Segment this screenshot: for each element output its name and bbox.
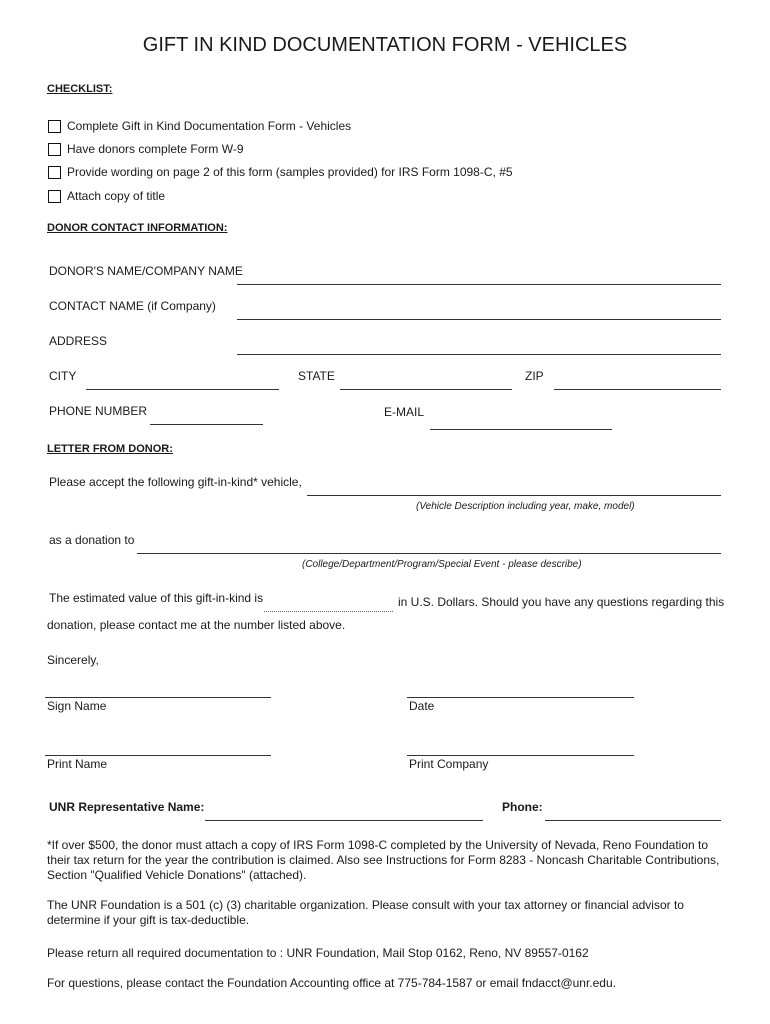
email-field[interactable] xyxy=(430,429,612,430)
vehicle-description-field[interactable] xyxy=(307,495,721,496)
checklist-checkbox-2[interactable] xyxy=(48,143,61,156)
rep-name-field[interactable] xyxy=(205,820,483,821)
donation-contact-text: donation, please contact me at the number listed above. xyxy=(47,618,346,632)
sign-name-field[interactable] xyxy=(45,697,271,698)
address-field[interactable] xyxy=(237,354,721,355)
checklist-checkbox-3[interactable] xyxy=(48,166,61,179)
donation-to-text: as a donation to xyxy=(49,533,135,547)
sign-name-label: Sign Name xyxy=(47,699,107,713)
phone-field[interactable] xyxy=(150,424,263,425)
phone-label: PHONE NUMBER xyxy=(49,404,148,418)
form-title: GIFT IN KIND DOCUMENTATION FORM - VEHICLES xyxy=(142,34,628,56)
print-company-field[interactable] xyxy=(407,755,634,756)
email-label: E-MAIL xyxy=(384,405,425,419)
dollars-text: in U.S. Dollars. Should you have any questions regarding this xyxy=(398,595,725,609)
footnote-text: *If over $500, the donor must attach a copy of IRS Form 1098-C completed by the University of Nevada, Reno Foundation to their tax return for the year the contribution is claimed. Also see Instructions for Form 8283 - Noncash Charitable Contributions, Section "Qualified Vehicle Donations" (attached). xyxy=(47,838,720,882)
checklist-heading: CHECKLIST: xyxy=(47,83,113,95)
letter-heading: LETTER FROM DONOR: xyxy=(47,443,173,455)
address-label: ADDRESS xyxy=(49,334,108,348)
state-field[interactable] xyxy=(340,389,512,390)
value-field[interactable] xyxy=(264,611,393,612)
checklist-checkbox-1[interactable] xyxy=(48,120,61,133)
contact-name-label: CONTACT NAME (if Company) xyxy=(49,299,216,313)
rep-name-label: UNR Representative Name: xyxy=(49,800,205,814)
zip-label: ZIP xyxy=(525,369,544,383)
checklist-checkbox-4[interactable] xyxy=(48,190,61,203)
print-name-field[interactable] xyxy=(45,755,271,756)
checklist-item-4: Attach copy of title xyxy=(67,189,166,203)
donor-heading: DONOR CONTACT INFORMATION: xyxy=(47,222,228,234)
donor-name-label: DONOR'S NAME/COMPANY NAME xyxy=(49,264,243,278)
contact-name-field[interactable] xyxy=(237,319,721,320)
accept-text: Please accept the following gift-in-kind* vehicle, xyxy=(49,475,302,489)
city-field[interactable] xyxy=(86,389,279,390)
zip-field[interactable] xyxy=(554,389,721,390)
checklist-item-2: Have donors complete Form W-9 xyxy=(67,142,244,156)
program-field[interactable] xyxy=(137,553,721,554)
date-field[interactable] xyxy=(407,697,634,698)
vehicle-hint: (Vehicle Description including year, make, model) xyxy=(416,501,635,512)
program-hint: (College/Department/Program/Special Event - please describe) xyxy=(302,559,582,570)
sincerely-text: Sincerely, xyxy=(47,653,99,667)
city-label: CITY xyxy=(49,369,77,383)
value-text: The estimated value of this gift-in-kind is xyxy=(49,591,264,605)
charitable-text: The UNR Foundation is a 501 (c) (3) charitable organization. Please consult with your tax attorney or financial advisor to determine if your gift is tax-deductible. xyxy=(47,898,684,927)
donor-name-field[interactable] xyxy=(237,284,721,285)
rep-phone-field[interactable] xyxy=(545,820,721,821)
checklist-item-3: Provide wording on page 2 of this form (samples provided) for IRS Form 1098-C, #5 xyxy=(67,165,513,179)
rep-phone-label: Phone: xyxy=(502,800,543,814)
state-label: STATE xyxy=(298,369,335,383)
print-company-label: Print Company xyxy=(409,757,489,771)
date-label: Date xyxy=(409,699,435,713)
print-name-label: Print Name xyxy=(47,757,108,771)
questions-text: For questions, please contact the Foundation Accounting office at 775-784-1587 or email fndacct@unr.edu. xyxy=(47,976,616,990)
checklist-item-1: Complete Gift in Kind Documentation Form - Vehicles xyxy=(67,119,352,133)
return-text: Please return all required documentation to : UNR Foundation, Mail Stop 0162, Reno, NV 89557-0162 xyxy=(47,946,589,960)
